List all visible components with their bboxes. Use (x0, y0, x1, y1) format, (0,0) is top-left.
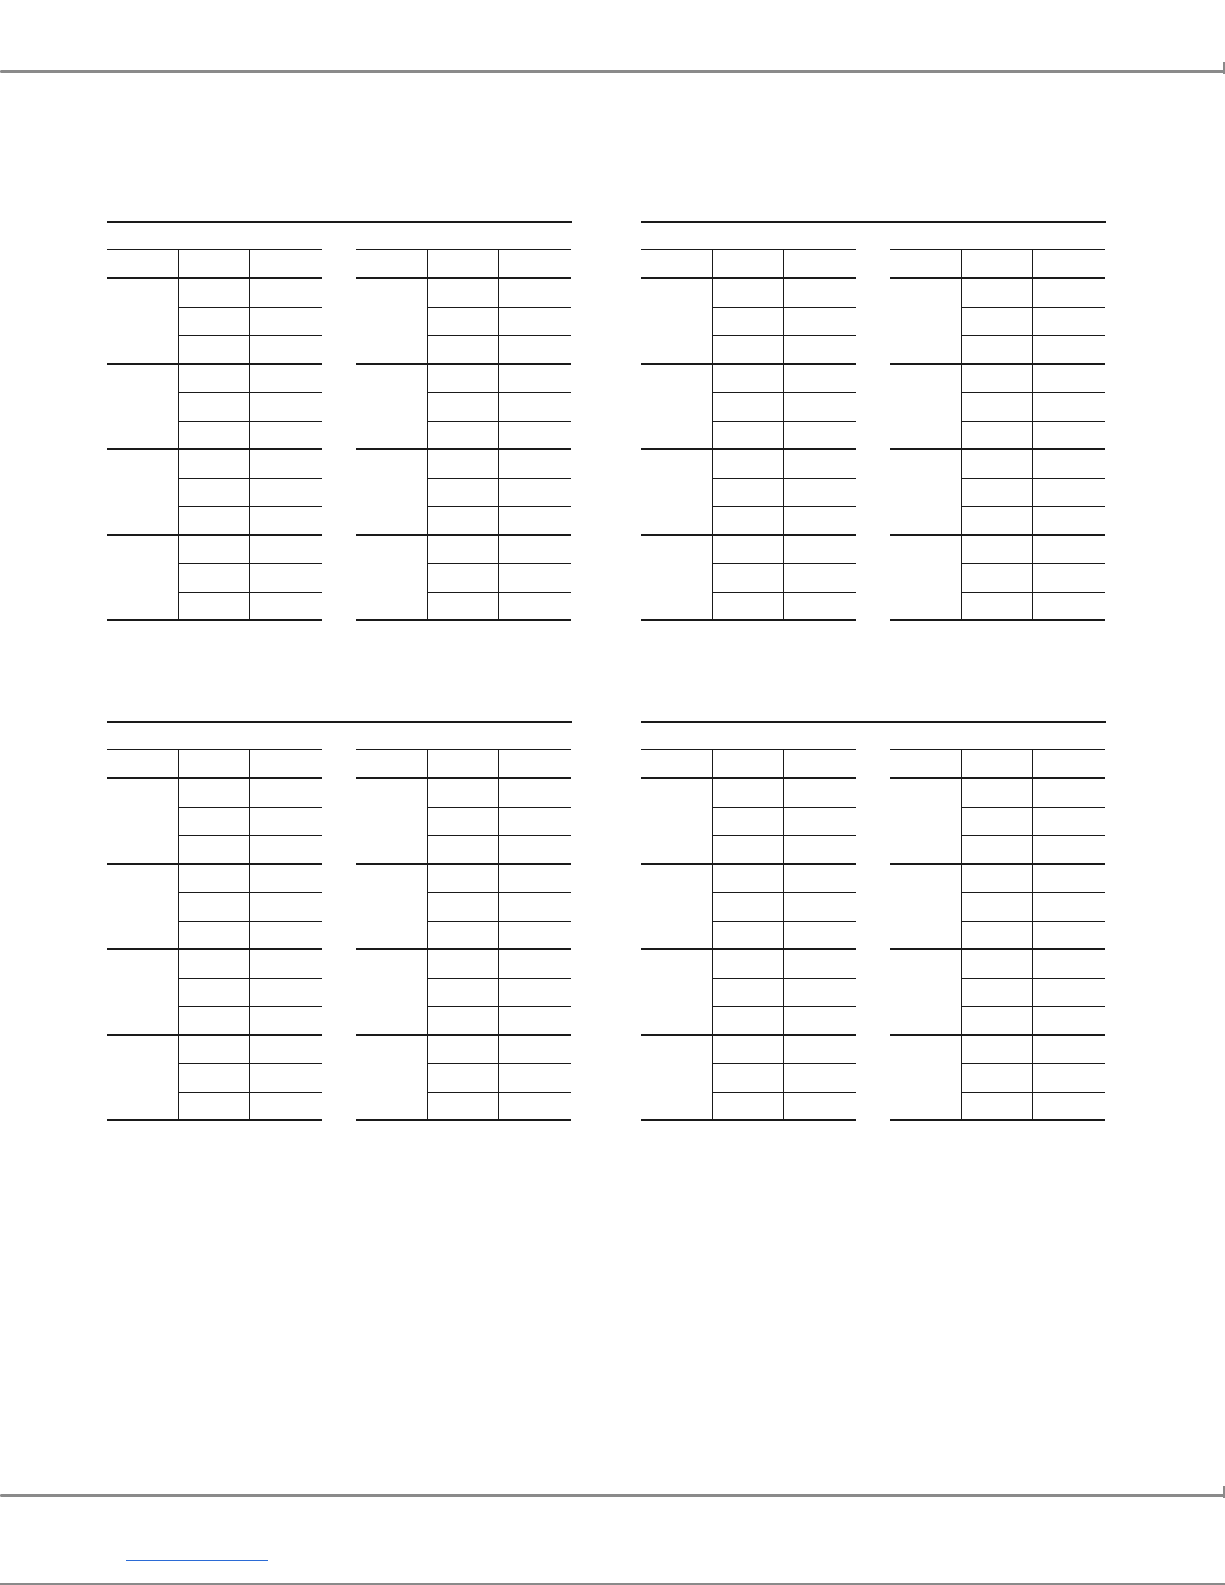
column-divider (178, 778, 179, 1120)
row-rule (961, 1063, 1105, 1064)
column-divider (712, 749, 713, 778)
column-divider (712, 249, 713, 278)
table-bottom-rule (107, 619, 322, 621)
form-block (641, 721, 1106, 1123)
block-title-rule (107, 721, 572, 723)
column-divider (1032, 778, 1033, 1120)
sub-table (356, 249, 571, 621)
column-divider (961, 778, 962, 1120)
table-bottom-rule (641, 619, 856, 621)
row-rule (712, 592, 856, 593)
column-divider (249, 749, 250, 778)
header-bottom-rule (356, 277, 571, 279)
sub-table (356, 749, 571, 1121)
row-rule (712, 421, 856, 422)
column-divider (961, 249, 962, 278)
group-divider-rule (641, 1034, 856, 1036)
sub-table (641, 749, 856, 1121)
column-divider (961, 749, 962, 778)
form-block (107, 221, 572, 623)
row-rule (712, 921, 856, 922)
table-bottom-rule (890, 1119, 1105, 1121)
group-divider-rule (356, 534, 571, 536)
row-rule (427, 892, 571, 893)
row-rule (178, 392, 322, 393)
row-rule (427, 921, 571, 922)
group-divider-rule (107, 863, 322, 865)
header-top-rule (356, 749, 571, 750)
sub-table (890, 249, 1105, 621)
row-rule (961, 335, 1105, 336)
row-rule (178, 807, 322, 808)
header-top-rule (641, 249, 856, 250)
header-bottom-rule (107, 277, 322, 279)
column-divider (712, 778, 713, 1120)
column-divider (783, 278, 784, 620)
header-top-rule (107, 749, 322, 750)
column-divider (783, 778, 784, 1120)
row-rule (712, 978, 856, 979)
row-rule (427, 592, 571, 593)
row-rule (178, 835, 322, 836)
row-rule (427, 807, 571, 808)
row-rule (712, 563, 856, 564)
group-divider-rule (107, 534, 322, 536)
column-divider (178, 749, 179, 778)
row-rule (712, 807, 856, 808)
row-rule (961, 563, 1105, 564)
row-rule (178, 1063, 322, 1064)
sub-table (641, 249, 856, 621)
group-divider-rule (107, 363, 322, 365)
group-divider-rule (890, 948, 1105, 950)
row-rule (427, 478, 571, 479)
table-bottom-rule (356, 1119, 571, 1121)
header-bottom-rule (890, 777, 1105, 779)
column-divider (178, 278, 179, 620)
table-bottom-rule (890, 619, 1105, 621)
row-rule (712, 1006, 856, 1007)
row-rule (961, 835, 1105, 836)
block-title-rule (641, 721, 1106, 723)
column-divider (498, 249, 499, 278)
column-divider (178, 249, 179, 278)
row-rule (427, 307, 571, 308)
row-rule (178, 892, 322, 893)
row-rule (427, 1006, 571, 1007)
row-rule (427, 1063, 571, 1064)
column-divider (961, 278, 962, 620)
row-rule (178, 421, 322, 422)
sub-table (890, 749, 1105, 1121)
header-bottom-rule (356, 777, 571, 779)
form-block (107, 721, 572, 1123)
row-rule (961, 307, 1105, 308)
table-bottom-rule (107, 1119, 322, 1121)
row-rule (961, 1092, 1105, 1093)
row-rule (178, 307, 322, 308)
header-top-rule (107, 249, 322, 250)
column-divider (1032, 278, 1033, 620)
sub-table (107, 249, 322, 621)
row-rule (427, 392, 571, 393)
group-divider-rule (107, 1034, 322, 1036)
row-rule (178, 1092, 322, 1093)
group-divider-rule (890, 363, 1105, 365)
column-divider (427, 249, 428, 278)
row-rule (178, 592, 322, 593)
header-bottom-rule (641, 277, 856, 279)
row-rule (178, 1006, 322, 1007)
column-divider (498, 278, 499, 620)
group-divider-rule (890, 1034, 1105, 1036)
form-block (641, 221, 1106, 623)
row-rule (712, 335, 856, 336)
group-divider-rule (356, 863, 571, 865)
column-divider (427, 278, 428, 620)
row-rule (178, 563, 322, 564)
column-divider (1032, 749, 1033, 778)
column-divider (249, 249, 250, 278)
row-rule (961, 506, 1105, 507)
group-divider-rule (356, 1034, 571, 1036)
row-rule (427, 835, 571, 836)
group-divider-rule (641, 363, 856, 365)
row-rule (178, 335, 322, 336)
row-rule (961, 807, 1105, 808)
row-rule (712, 1092, 856, 1093)
row-rule (961, 978, 1105, 979)
header-top-rule (890, 749, 1105, 750)
row-rule (712, 307, 856, 308)
top-page-rule (0, 70, 1225, 73)
column-divider (498, 749, 499, 778)
row-rule (712, 506, 856, 507)
group-divider-rule (107, 448, 322, 450)
row-rule (961, 421, 1105, 422)
group-divider-rule (641, 863, 856, 865)
group-divider-rule (641, 448, 856, 450)
row-rule (178, 478, 322, 479)
group-divider-rule (107, 948, 322, 950)
column-divider (427, 778, 428, 1120)
group-divider-rule (356, 948, 571, 950)
row-rule (427, 335, 571, 336)
group-divider-rule (641, 948, 856, 950)
column-divider (427, 749, 428, 778)
row-rule (961, 592, 1105, 593)
group-divider-rule (356, 448, 571, 450)
column-divider (783, 749, 784, 778)
block-title-rule (641, 221, 1106, 223)
row-rule (961, 1006, 1105, 1007)
row-rule (961, 921, 1105, 922)
table-bottom-rule (641, 1119, 856, 1121)
table-bottom-rule (356, 619, 571, 621)
row-rule (427, 563, 571, 564)
header-top-rule (641, 749, 856, 750)
group-divider-rule (890, 534, 1105, 536)
group-divider-rule (890, 863, 1105, 865)
row-rule (178, 506, 322, 507)
header-top-rule (890, 249, 1105, 250)
header-bottom-rule (107, 777, 322, 779)
row-rule (712, 478, 856, 479)
row-rule (712, 835, 856, 836)
row-rule (712, 892, 856, 893)
column-divider (1032, 249, 1033, 278)
footer-link[interactable] (126, 1548, 268, 1561)
row-rule (427, 506, 571, 507)
row-rule (961, 392, 1105, 393)
block-title-rule (107, 221, 572, 223)
row-rule (178, 978, 322, 979)
row-rule (427, 1092, 571, 1093)
header-bottom-rule (641, 777, 856, 779)
row-rule (178, 921, 322, 922)
header-bottom-rule (890, 277, 1105, 279)
column-divider (498, 778, 499, 1120)
header-top-rule (356, 249, 571, 250)
column-divider (249, 778, 250, 1120)
row-rule (961, 892, 1105, 893)
group-divider-rule (641, 534, 856, 536)
column-divider (712, 278, 713, 620)
row-rule (427, 421, 571, 422)
row-rule (712, 1063, 856, 1064)
bottom-page-rule (0, 1494, 1225, 1497)
group-divider-rule (356, 363, 571, 365)
sub-table (107, 749, 322, 1121)
group-divider-rule (890, 448, 1105, 450)
row-rule (427, 978, 571, 979)
row-rule (712, 392, 856, 393)
row-rule (961, 478, 1105, 479)
column-divider (249, 278, 250, 620)
column-divider (783, 249, 784, 278)
